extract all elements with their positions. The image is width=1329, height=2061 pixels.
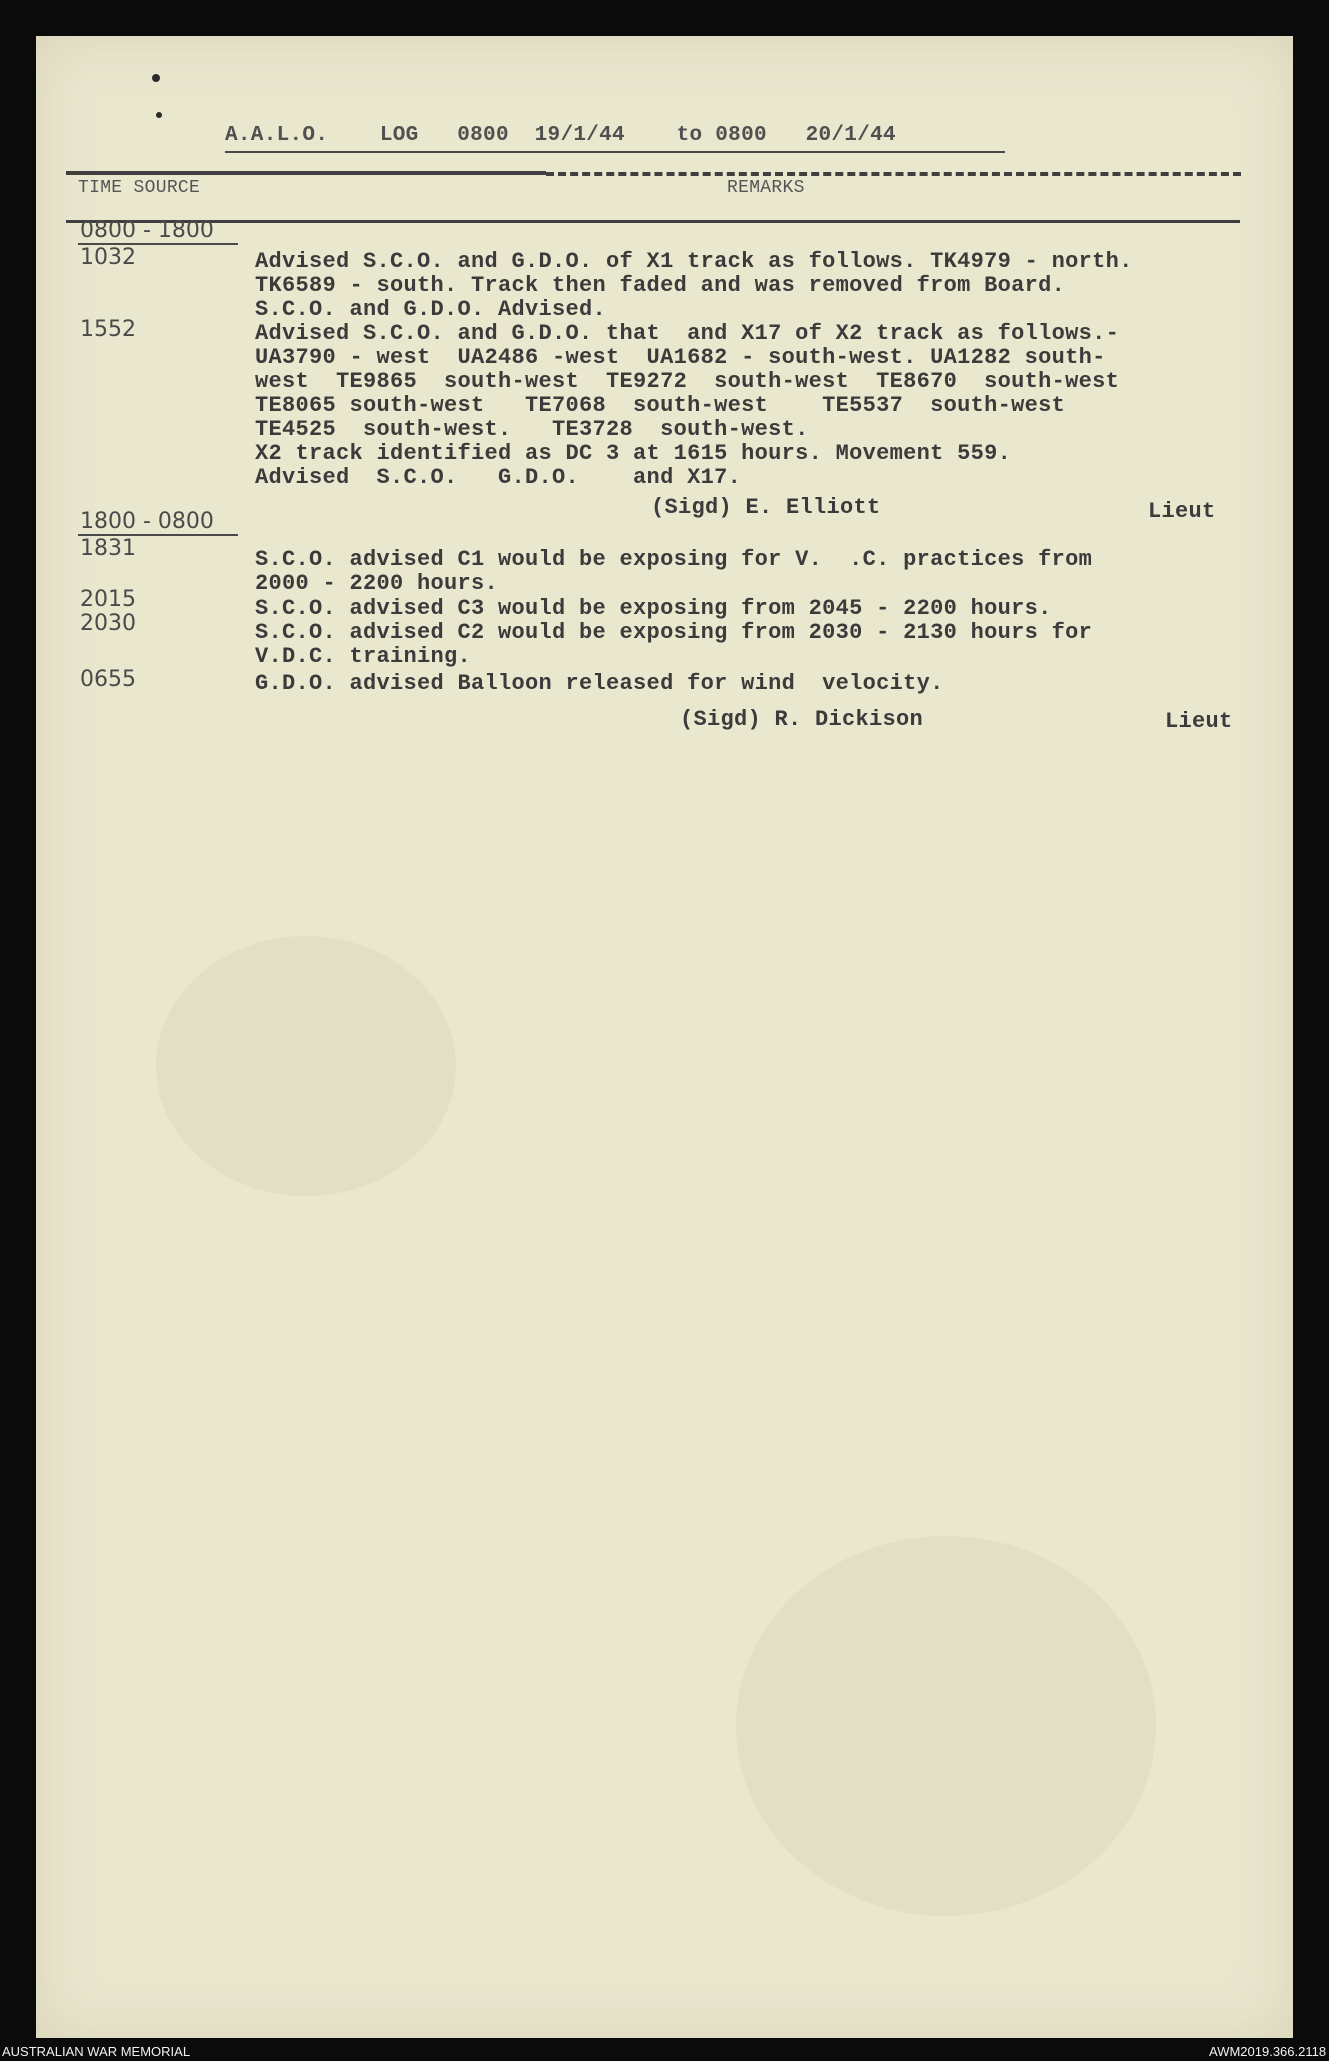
signature: (Sigd) E. Elliott (651, 495, 881, 520)
punch-mark (152, 74, 160, 82)
entry-remark-line: S.C.O. advised C3 would be exposing from 2045 - 2200 hours. (255, 596, 1052, 621)
signature: (Sigd) R. Dickison (680, 707, 924, 732)
entry-remark-line: S.C.O. advised C2 would be exposing from 2030 - 2130 hours for (255, 620, 1093, 645)
entry-remark-line: Advised S.C.O. and G.D.O. of X1 track as follows. TK4979 - north. (255, 249, 1133, 274)
entry-remark-line: G.D.O. advised Balloon released for wind velocity. (255, 671, 944, 696)
period-label: 1800 - 0800 (80, 509, 214, 534)
document-title: A.A.L.O. LOG 0800 19/1/44 to 0800 20/1/44 (225, 124, 896, 147)
entry-remark-line: V.D.C. training. (255, 644, 472, 669)
entry-remark-line: west TE9865 south-west TE9272 south-west TE8670 south-west (255, 369, 1120, 394)
signature-rank: Lieut (1165, 709, 1233, 734)
header-rule-top (66, 171, 546, 175)
paper-stain (156, 936, 456, 1196)
period-label: 0800 - 1800 (80, 218, 214, 243)
column-header-time-source: TIME SOURCE (78, 178, 201, 198)
entry-remark-line: 2000 - 2200 hours. (255, 571, 499, 596)
punch-mark (156, 112, 162, 118)
entry-remark-line: S.C.O. and G.D.O. Advised. (255, 297, 607, 322)
entry-time: 2015 (80, 587, 136, 612)
entry-remark-line: Advised S.C.O. and G.D.O. that and X17 of X2 track as follows.- (255, 321, 1120, 346)
entry-remark-line: UA3790 - west UA2486 -west UA1682 - south-west. UA1282 south- (255, 345, 1106, 370)
entry-remark-line: S.C.O. advised C1 would be exposing for V. .C. practices from (255, 547, 1093, 572)
entry-time: 1032 (80, 245, 136, 270)
entry-time: 0655 (80, 667, 136, 692)
header-rule-top-dashed (546, 172, 1241, 176)
archive-reference: AWM2019.366.2118 (1209, 2044, 1327, 2059)
entry-remark-line: TK6589 - south. Track then faded and was removed from Board. (255, 273, 1066, 298)
entry-time: 1552 (80, 317, 136, 342)
title-underline (225, 151, 1005, 153)
archive-credit: AUSTRALIAN WAR MEMORIAL (2, 2044, 191, 2059)
header-rule-bottom (66, 220, 1240, 223)
paper-stain (736, 1536, 1156, 1916)
column-header-remarks: REMARKS (727, 178, 805, 198)
entry-time: 2030 (80, 611, 136, 636)
signature-rank: Lieut (1148, 499, 1216, 524)
entry-time: 1831 (80, 536, 136, 561)
entry-remark-line: Advised S.C.O. G.D.O. and X17. (255, 465, 742, 490)
entry-remark-line: TE4525 south-west. TE3728 south-west. (255, 417, 809, 442)
entry-remark-line: TE8065 south-west TE7068 south-west TE5537 south-west (255, 393, 1066, 418)
entry-remark-line: X2 track identified as DC 3 at 1615 hours. Movement 559. (255, 441, 1012, 466)
